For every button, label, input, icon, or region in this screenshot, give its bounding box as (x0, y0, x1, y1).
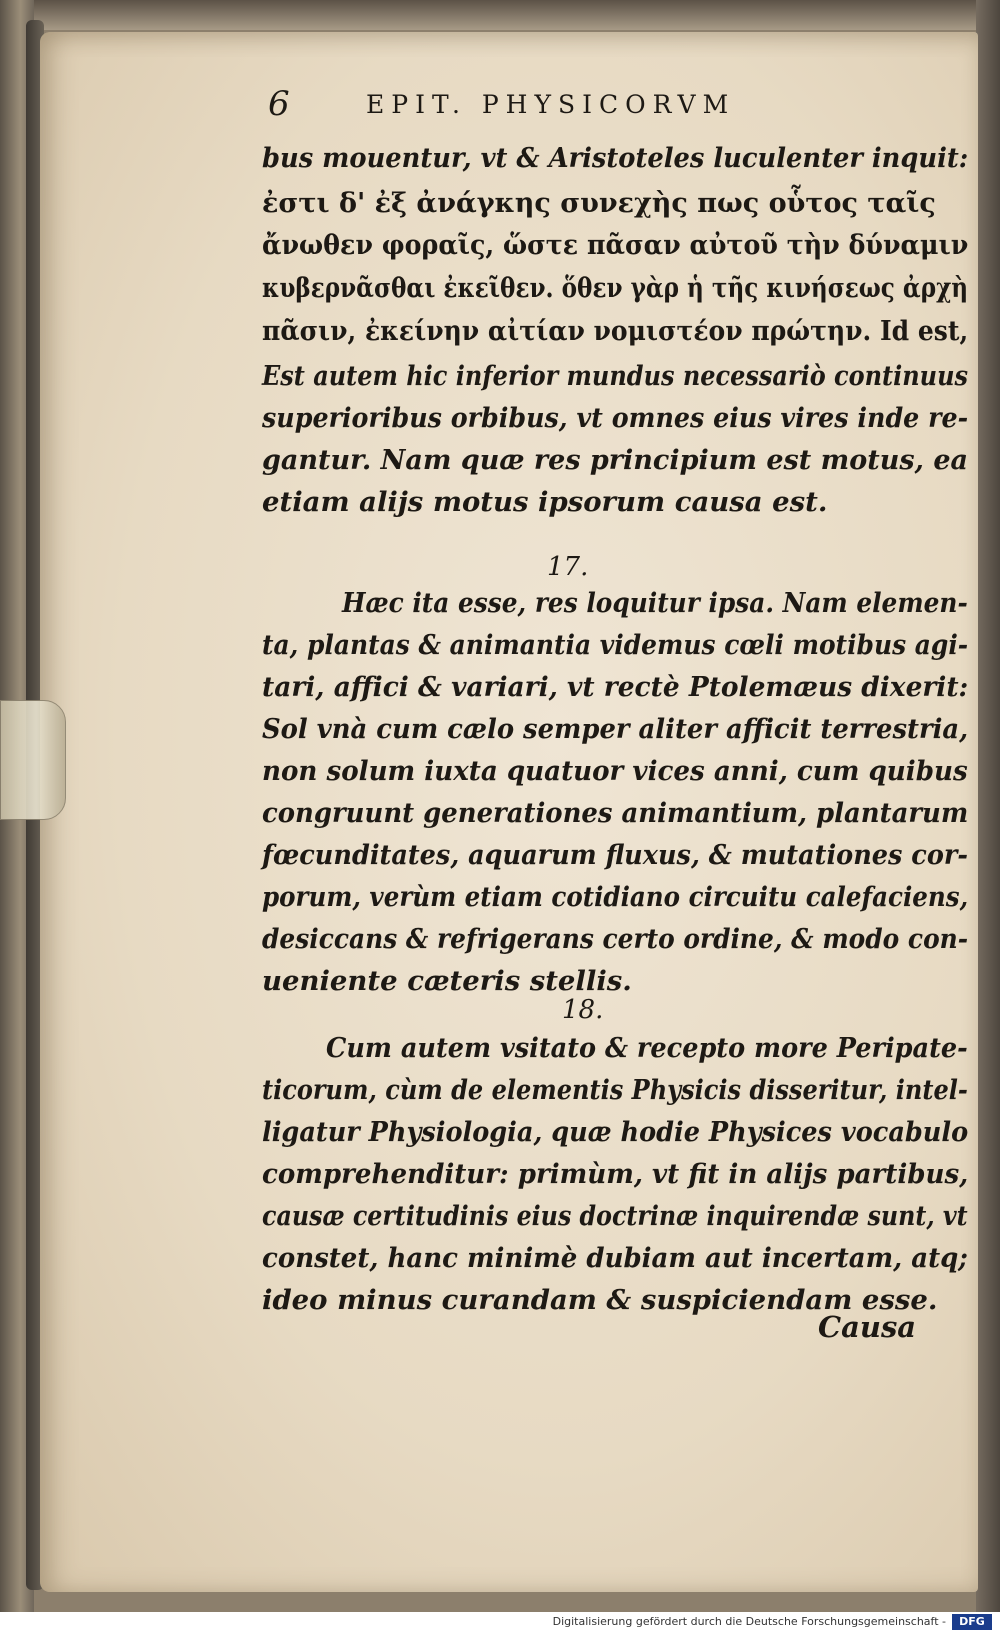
text-line: tari, affici & variari, vt rectè Ptolemæus dixerit: (262, 671, 969, 703)
text-line: ueniente cæteris stellis. (262, 965, 632, 997)
text-line: porum, verùm etiam cotidiano circuitu calefaciens, (262, 881, 969, 913)
greek-line: κυβερνᾶσθαι ἐκεῖθεν. ὅθεν γὰρ ἡ τῆς κινήσεως ἀρχὴ (262, 273, 969, 304)
text-line: superioribus orbibus, vt omnes eius vires inde re- (262, 402, 969, 434)
text-line: etiam alijs motus ipsorum causa est. (262, 486, 828, 518)
text-line: Hæc ita esse, res loquitur ipsa. Nam elemen- (342, 587, 968, 619)
text-line: Sol vnà cum cælo semper aliter afficit terrestria, (262, 713, 969, 745)
greek-line: πᾶσιν, ἐκείνην αἰτίαν νομιστέον πρώτην. Id est, (262, 316, 969, 347)
greek-line: ἄνωθεν φοραῖς, ὥστε πᾶσαν αὐτοῦ τὴν δύναμιν (262, 230, 969, 261)
section-number-18: 18. (562, 995, 604, 1025)
text-line: ticorum, cùm de elementis Physicis disseritur, intel- (262, 1074, 968, 1106)
text-line: congruunt generationes animantium, plantarum (262, 797, 969, 829)
book-cover-top (0, 0, 1000, 30)
text-line: non solum iuxta quatuor vices anni, cum quibus (262, 755, 968, 787)
text-line: bus mouentur, vt & Aristoteles luculenter inquit: (262, 142, 969, 174)
text-line: ta, plantas & animantia videmus cœli motibus agi- (262, 629, 969, 661)
book-cover-right (976, 0, 1000, 1612)
section-number-17: 17. (547, 552, 589, 582)
page-number: 6 (268, 84, 290, 124)
text-line: ligatur Physiologia, quæ hodie Physices vocabulo (262, 1116, 969, 1148)
running-title: EPIT. PHYSICORVM (366, 90, 736, 119)
running-header (268, 84, 828, 128)
dfg-logo: DFG (952, 1614, 992, 1630)
text-line: desiccans & refrigerans certo ordine, & modo con- (262, 923, 969, 955)
book-clasp (0, 700, 66, 820)
text-line: comprehenditur: primùm, vt fit in alijs partibus, (262, 1158, 969, 1190)
text-line: Cum autem vsitato & recepto more Peripate- (326, 1032, 968, 1064)
catchword: Causa (818, 1310, 917, 1344)
greek-line: ἐστι δ' ἐξ ἀνάγκης συνεχὴς πως οὗτος ταῖς (262, 188, 936, 219)
text-line: Est autem hic inferior mundus necessariò continuus (262, 360, 969, 392)
digitization-footer (0, 1612, 1000, 1633)
text-line: fœcunditates, aquarum fluxus, & mutationes cor- (262, 839, 968, 871)
text-line: causæ certitudinis eius doctrinæ inquirendæ sunt, vt (262, 1200, 968, 1232)
text-line: constet, hanc minimè dubiam aut incertam, atq; (262, 1242, 968, 1274)
footer-credit: Digitalisierung gefördert durch die Deutsche Forschungsgemeinschaft - (552, 1615, 946, 1628)
text-line: gantur. Nam quæ res principium est motus, ea (262, 444, 969, 476)
text-line: ideo minus curandam & suspiciendam esse. (262, 1284, 938, 1316)
